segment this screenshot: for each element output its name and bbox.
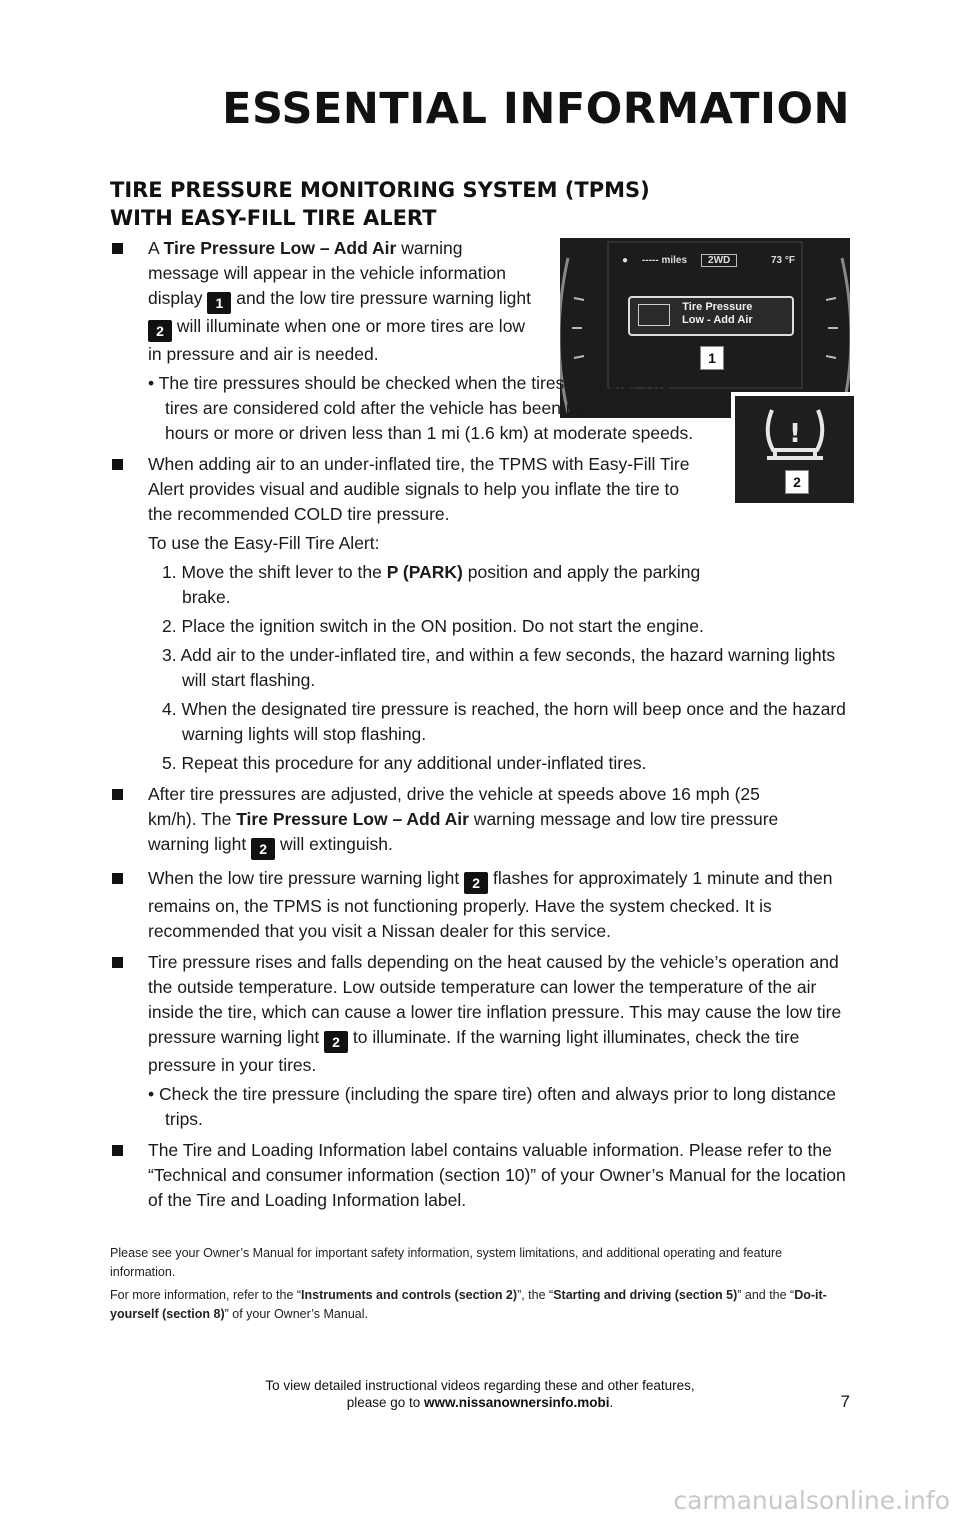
text: position and apply the parking brake. [182,562,701,607]
steps-list [148,560,850,776]
step-3: 3. Add air to the under-inflated tire, and within a few seconds, the hazard warning lights will start flashing. [162,645,836,690]
page-number: 7 [840,1392,850,1411]
text: warning message will appear in the vehicle information display [148,238,506,308]
text: ” of your Owner’s Manual. [224,1307,368,1321]
text: 1. Move the shift lever to the [162,562,387,582]
callout-badge: 2 [464,872,488,894]
steps-intro: To use the Easy-Fill Tire Alert: [148,533,380,553]
text: Tire pressure rises and falls depending on the heat caused by the vehicle’s operation and the outside temperature. Low outside temperature can lower the temperature of the air inside the tire, which can cause a lower tire inflation pressure. This may cause the low tire pressure warning light [148,952,842,1047]
bullet-square-icon [112,873,123,884]
figure-callout-1: 1 [700,346,724,370]
bullet-item-4 [110,866,850,944]
section-reference: Do-it-yourself (section 8) [110,1288,827,1321]
section-reference: Starting and driving (section 5) [553,1288,738,1302]
video-note-line-1: To view detailed instructional videos regarding these and other features, [265,1378,695,1393]
step-4: 4. When the designated tire pressure is reached, the horn will beep once and the hazard warning lights will stop flashing. [162,699,846,744]
exclamation-mark: ! [789,419,801,449]
text: and the low tire pressure warning light [231,288,531,308]
bullet-square-icon [112,957,123,968]
text: will illuminate when one or more tires are low in pressure and air is needed. [148,316,526,364]
section-title-line-1: TIRE PRESSURE MONITORING SYSTEM (TPMS) [110,178,650,202]
text: A [148,238,164,258]
trip-miles: ----- miles [642,254,688,266]
section-title [110,176,750,232]
text: warning message and low tire pressure warning light [148,809,779,854]
message-name: Tire Pressure Low – Add Air [236,809,469,829]
step-2: 2. Place the ignition switch in the ON position. Do not start the engine. [162,616,704,636]
paragraph [148,782,808,860]
message-name: Tire Pressure Low – Add Air [163,238,397,258]
message-line-2: Low - Add Air [682,314,753,326]
callout-badge: 2 [251,838,275,860]
page-header: ESSENTIAL INFORMATION [222,84,850,134]
step-1 [162,560,742,610]
outside-temp: 73 °F [770,254,795,266]
bullet-item-2 [110,452,850,776]
text: ”, the “ [517,1288,554,1302]
callout-badge: 2 [324,1031,348,1053]
text: For more information, refer to the “ [110,1288,302,1302]
figure-callout-2: 2 [785,470,809,494]
section-title-line-2: WITH EASY-FILL TIRE ALERT [110,206,437,230]
fuel-icon: ● [622,254,629,266]
bullet-item-3 [110,782,850,860]
text: please go to [346,1395,424,1410]
paragraph: The Tire and Loading Information label contains valuable information. Please refer to the “Technical and consumer information (section 10)” of your Owner’s Manual for the location of the Tire and Loading Information label. [148,1140,846,1210]
text: After tire pressures are adjusted, drive the vehicle at speeds above 16 mph (25 km/h). The [148,784,760,829]
step-5: 5. Repeat this procedure for any additional under-inflated tires. [162,753,647,773]
callout-badge: 2 [148,320,172,342]
paragraph: When adding air to an under-inflated tire, the TPMS with Easy-Fill Tire Alert provides visual and audible signals to help you inflate the tire to the recommended COLD tire pressure. [148,454,690,524]
footnote [110,1244,850,1328]
text: to illuminate. If the warning light illuminates, check the tire pressure in your tires. [148,1027,800,1075]
text: will extinguish. [275,834,393,854]
main-content [110,236,850,1219]
callout-badge: 1 [207,292,231,314]
footnote-safety: Please see your Owner’s Manual for important safety information, system limitations, and additional operating and feature information. [110,1246,783,1279]
watermark: carmanualsonline.info [673,1486,950,1515]
section-reference: Instruments and controls (section 2) [301,1288,518,1302]
sub-bullet: • The tire pressures should be checked when the tires are cold. The tires are considered cold after the vehicle has been parked for 3 hours or more or driven less than 1 mi (1.6 km) at moderate speeds. [148,373,694,443]
bullet-square-icon [112,1145,123,1156]
text: When the low tire pressure warning light [148,868,465,888]
message-line-1: Tire Pressure [682,301,753,313]
text: P (PARK) [386,562,463,582]
video-note-line-2 [210,1394,750,1411]
sub-bullet: • Check the tire pressure (including the spare tire) often and always prior to long distance trips. [148,1084,837,1129]
bullet-square-icon [112,789,123,800]
website-link[interactable]: www.nissanownersinfo.mobi [424,1395,610,1410]
bullet-square-icon [112,459,123,470]
text: . [609,1395,614,1410]
text: ” and the “ [737,1288,795,1302]
video-note [210,1377,750,1411]
drive-mode: 2WD [701,254,737,267]
text: flashes for approximately 1 minute and then remains on, the TPMS is not functioning properly. Have the system checked. It is recommended that you visit a Nissan dealer for this service. [148,868,833,941]
paragraph [148,950,850,1078]
bullet-item-6 [110,1138,850,1213]
paragraph [148,236,533,367]
bullet-item-5 [110,950,850,1132]
footnote-references [110,1286,850,1324]
bullet-square-icon [112,243,123,254]
paragraph [148,866,850,944]
